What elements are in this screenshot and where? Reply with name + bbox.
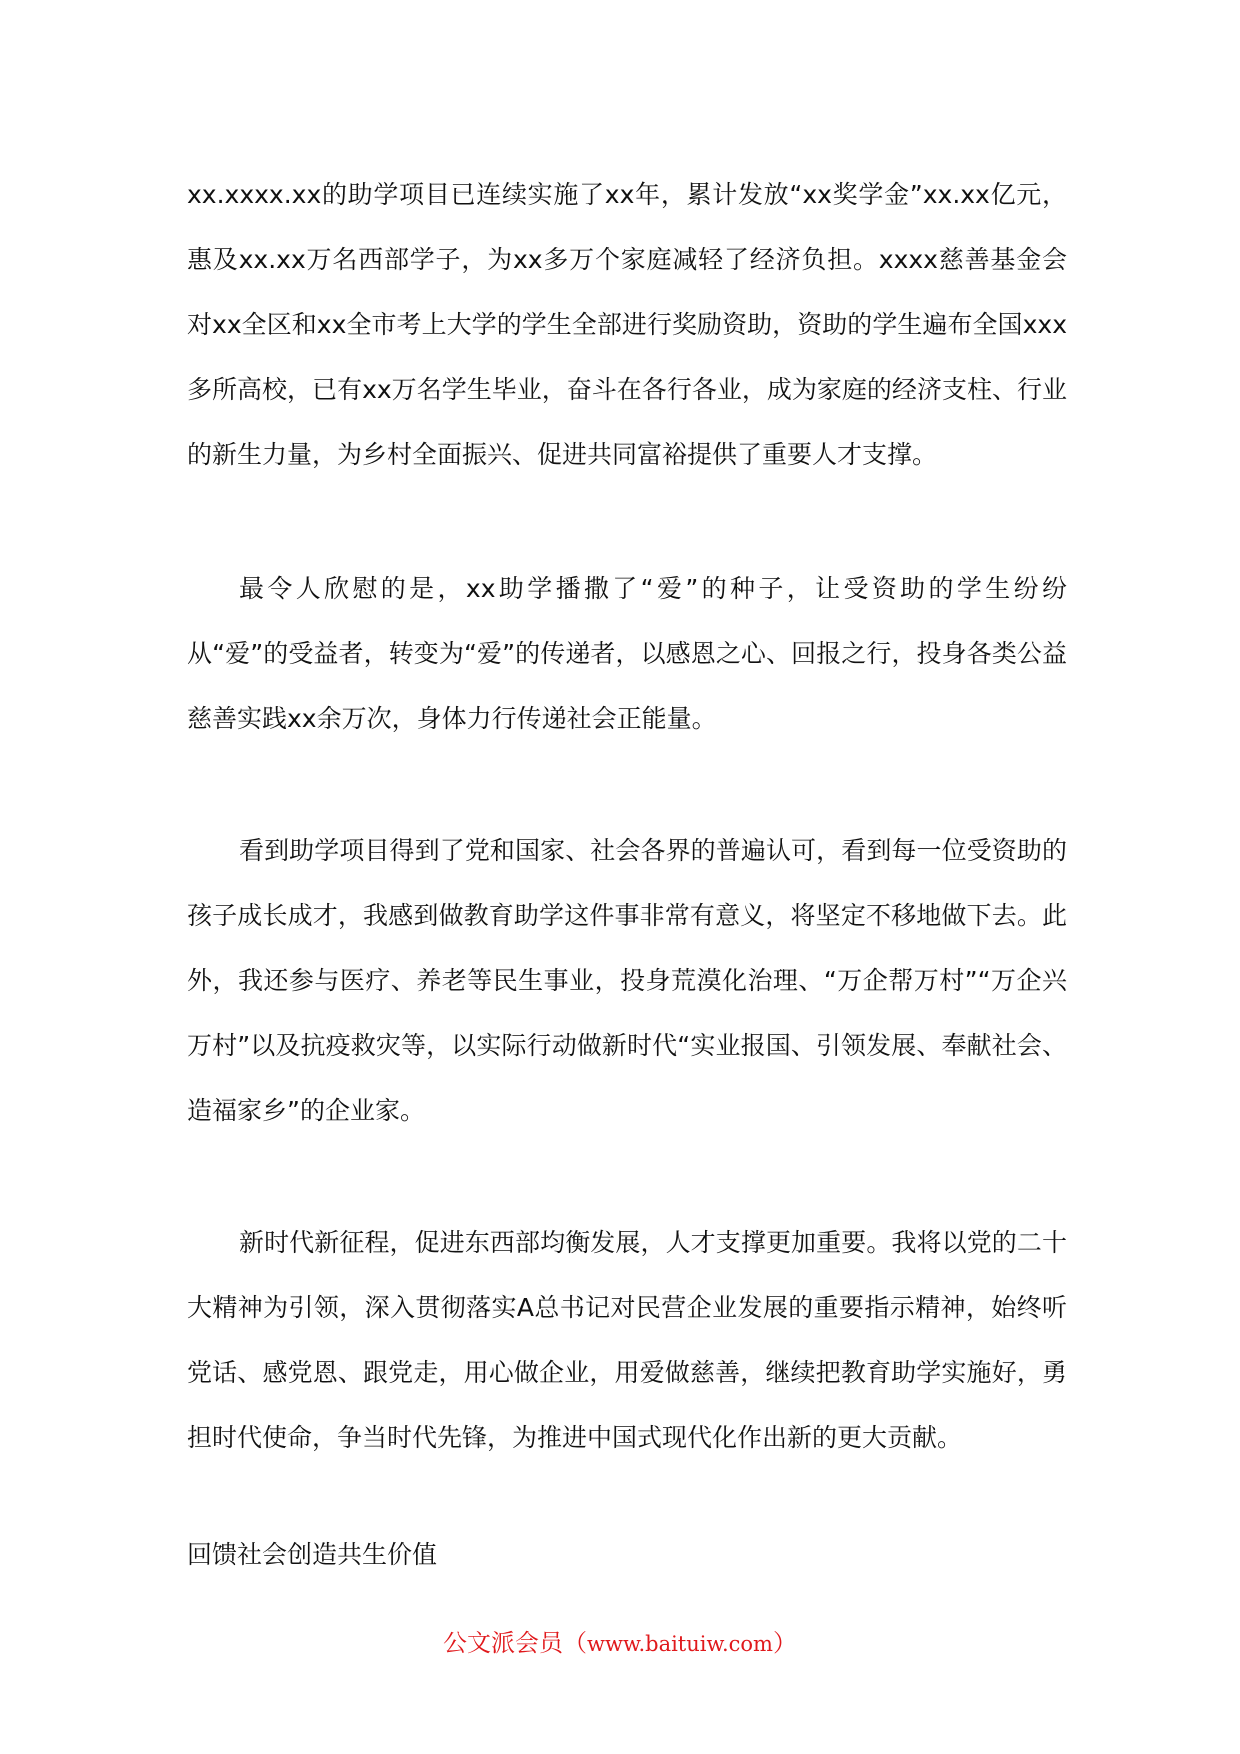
section-heading: 回馈社会创造共生价值 — [187, 1540, 438, 1569]
paragraph-love-seeds: 最令人欣慰的是，xx助学播撒了“爱”的种子，让受资助的学生纷纷从“爱”的受益者，转变为“爱”的传递者，以感恩之心、回报之行，投身各类公益慈善实践xx余万次，身体力行传递社会正能量。 — [187, 574, 1067, 733]
footer-url-link[interactable]: www.baituiw.com — [587, 1632, 773, 1656]
footer-prefix: 公文派会员（ — [443, 1629, 588, 1657]
footer-watermark — [0, 1625, 1240, 1662]
paragraph-new-era: 新时代新征程，促进东西部均衡发展，人才支撑更加重要。我将以党的二十大精神为引领，深入贯彻落实A总书记对民营企业发展的重要指示精神，始终听党话、感党恩、跟党走，用心做企业，用爱做慈善，继续把教育助学实施好，勇担时代使命，争当时代先锋，为推进中国式现代化作出新的更大贡献。 — [187, 1228, 1067, 1452]
paragraph-recognition: 看到助学项目得到了党和国家、社会各界的普遍认可，看到每一位受资助的孩子成长成才，我感到做教育助学这件事非常有意义，将坚定不移地做下去。此外，我还参与医疗、养老等民生事业，投身荒漠化治理、“万企帮万村”“万企兴万村”以及抗疫救灾等，以实际行动做新时代“实业报国、引领发展、奉献社会、造福家乡”的企业家。 — [187, 836, 1067, 1125]
paragraph-scholarship-summary: xx.xxxx.xx的助学项目已连续实施了xx年，累计发放“xx奖学金”xx.xx亿元，惠及xx.xx万名西部学子，为xx多万个家庭减轻了经济负担。xxxx慈善基金会对xx全区和xx全市考上大学的学生全部进行奖励资助，资助的学生遍布全国xxx多所高校，已有xx万名学生毕业，奋斗在各行各业，成为家庭的经济支柱、行业的新生力量，为乡村全面振兴、促进共同富裕提供了重要人才支撑。 — [187, 180, 1067, 469]
footer-suffix: ） — [772, 1629, 797, 1657]
